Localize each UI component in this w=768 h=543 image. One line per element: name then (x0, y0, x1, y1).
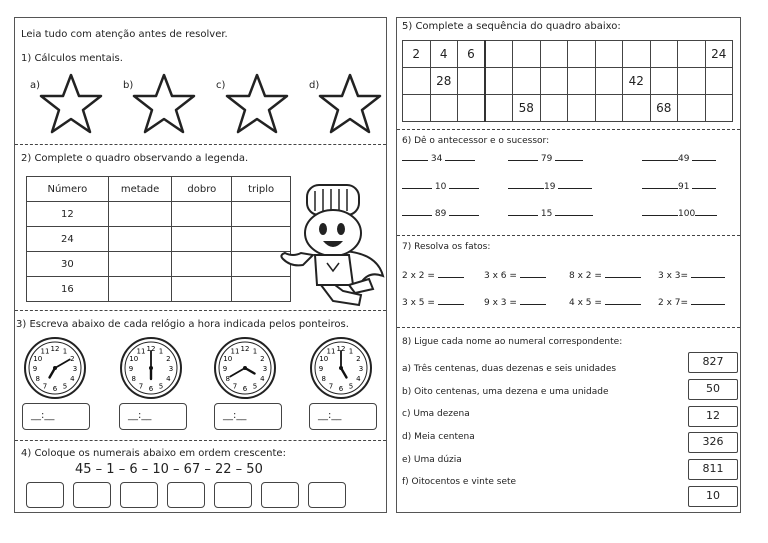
answer-cell[interactable] (172, 202, 232, 227)
fact-item: 3 x 6 = (484, 272, 546, 282)
answer-cell[interactable] (108, 277, 172, 302)
section-divider (15, 310, 386, 311)
sequence-cell[interactable]: 68 (650, 95, 678, 122)
answer-cell[interactable] (172, 252, 232, 277)
section-divider (15, 440, 386, 441)
clock-number: 6 (52, 385, 58, 393)
clock-number: 6 (242, 385, 248, 393)
order-answer-box[interactable] (167, 482, 205, 508)
clock-number: 3 (72, 365, 78, 373)
predecessor-successor-item: 19 (508, 183, 592, 193)
clock-number: 12 (336, 345, 346, 353)
clock-number: 9 (32, 365, 38, 373)
clock-number: 4 (70, 375, 75, 383)
predecessor-successor-item: 10 (402, 183, 479, 193)
time-answer-box[interactable] (309, 403, 377, 430)
sequence-cell[interactable]: 42 (623, 68, 651, 95)
name-item[interactable]: f) Oitocentos e vinte sete (402, 477, 517, 487)
legend-table (26, 176, 291, 302)
row-number: 16 (27, 277, 109, 302)
answer-cell[interactable] (108, 227, 172, 252)
number-sequence: 45 – 1 – 6 – 10 – 67 – 22 – 50 (75, 462, 263, 477)
clock-number: 5 (158, 382, 164, 391)
predecessor-successor-item: 89 (402, 210, 479, 220)
section-divider (397, 327, 740, 328)
predecessor-successor-item: 79 (508, 155, 583, 165)
clock-number: 2 (166, 355, 171, 363)
answer-cell[interactable] (172, 227, 232, 252)
table-row (27, 252, 291, 277)
clock-icon (309, 336, 373, 400)
section-divider (397, 129, 740, 130)
clock-number: 8 (131, 375, 136, 383)
clock-number: 10 (33, 355, 43, 363)
order-answer-box[interactable] (120, 482, 158, 508)
sequence-cell[interactable] (650, 41, 678, 68)
row-number: 12 (27, 202, 109, 227)
clock-number: 12 (146, 345, 156, 353)
answer-cell[interactable] (108, 252, 172, 277)
fact-item: 9 x 3 = (484, 299, 546, 309)
header-triplo: triplo (232, 177, 291, 202)
sequence-cell[interactable] (705, 95, 733, 122)
section-divider (397, 235, 740, 236)
q3-title: 3) Escreva abaixo de cada relógio a hora indicada pelos ponteiros. (16, 319, 349, 330)
sequence-cell[interactable] (403, 68, 431, 95)
answer-cell[interactable] (172, 277, 232, 302)
sequence-cell[interactable] (595, 95, 623, 122)
table-row (27, 277, 291, 302)
sequence-cell[interactable] (568, 95, 596, 122)
sequence-row (403, 41, 733, 68)
fact-item: 8 x 2 = (569, 272, 641, 282)
numeral-box[interactable]: 50 (688, 379, 738, 400)
clock-number: 4 (166, 375, 171, 383)
time-answer-box[interactable] (214, 403, 282, 430)
order-answer-box[interactable] (73, 482, 111, 508)
q1-title: 1) Cálculos mentais. (21, 53, 123, 64)
sequence-cell[interactable]: 2 (403, 41, 431, 68)
star-icon (318, 72, 382, 136)
clock-number: 5 (348, 382, 354, 391)
fact-item: 3 x 5 = (402, 299, 464, 309)
sequence-cell[interactable] (485, 41, 513, 68)
row-number: 30 (27, 252, 109, 277)
predecessor-successor-item: 100 (642, 210, 717, 220)
time-blank: __:__ (318, 410, 342, 421)
sequence-cell[interactable] (540, 95, 568, 122)
sequence-cell[interactable] (678, 68, 706, 95)
q7-title: 7) Resolva os fatos: (402, 242, 491, 252)
clock-number: 9 (222, 365, 228, 373)
predecessor-successor-item: 15 (508, 210, 593, 220)
clock-number: 3 (262, 365, 268, 373)
clock-number: 12 (240, 345, 250, 353)
clock-number: 7 (138, 382, 144, 391)
sequence-cell[interactable] (458, 68, 486, 95)
intro-text: Leia tudo com atenção antes de resolver. (21, 29, 228, 40)
q1-label-a: a) (30, 80, 41, 91)
q5-title: 5) Complete a sequência do quadro abaixo: (402, 21, 621, 32)
sequence-row (403, 68, 733, 95)
numeral-box[interactable]: 12 (688, 406, 738, 427)
order-answer-box[interactable] (308, 482, 346, 508)
clock-number: 11 (230, 347, 240, 356)
table-header-row (27, 177, 291, 202)
numeral-box[interactable]: 326 (688, 432, 738, 453)
table-row (27, 227, 291, 252)
time-blank: __:__ (128, 410, 152, 421)
time-answer-box[interactable] (119, 403, 187, 430)
time-blank: __:__ (223, 410, 247, 421)
sequence-cell[interactable] (595, 68, 623, 95)
sequence-cell[interactable] (403, 95, 431, 122)
clock-number: 11 (326, 347, 336, 356)
time-blank: __:__ (31, 410, 55, 421)
clock-number: 2 (356, 355, 361, 363)
sequence-cell[interactable] (540, 68, 568, 95)
order-answer-box[interactable] (214, 482, 252, 508)
clock-number: 12 (50, 345, 60, 353)
clock-number: 7 (42, 382, 48, 391)
clock-number: 4 (356, 375, 361, 383)
superhero-illustration (273, 181, 385, 311)
predecessor-successor-item: 34 (402, 155, 475, 165)
left-worksheet-panel (14, 17, 387, 513)
clock-number: 11 (136, 347, 146, 356)
sequence-cell[interactable]: 58 (513, 95, 541, 122)
clock-number: 2 (70, 355, 75, 363)
row-number: 24 (27, 227, 109, 252)
sequence-cell[interactable]: 28 (430, 68, 458, 95)
numeral-box[interactable]: 827 (688, 352, 738, 373)
clock-icon (119, 336, 183, 400)
q8-title: 8) Ligue cada nome ao numeral correspondente: (402, 337, 623, 347)
sequence-row (403, 95, 733, 122)
q2-title: 2) Complete o quadro observando a legenda. (21, 153, 249, 164)
order-answer-box[interactable] (261, 482, 299, 508)
sequence-cell[interactable] (678, 41, 706, 68)
sequence-cell[interactable] (568, 41, 596, 68)
star-icon (132, 72, 196, 136)
fact-item: 2 x 7= (658, 299, 725, 309)
numeral-box[interactable]: 10 (688, 486, 738, 507)
name-item[interactable]: c) Uma dezena (402, 409, 470, 419)
header-dobro: dobro (172, 177, 232, 202)
header-metade: metade (108, 177, 172, 202)
sequence-cell[interactable] (623, 95, 651, 122)
sequence-cell[interactable] (705, 68, 733, 95)
sequence-cell[interactable] (678, 95, 706, 122)
clock-number: 6 (338, 385, 344, 393)
clock-number: 10 (129, 355, 139, 363)
clock-number: 7 (232, 382, 238, 391)
sequence-cell[interactable] (650, 68, 678, 95)
sequence-cell[interactable] (595, 41, 623, 68)
star-icon (225, 72, 289, 136)
clock-number: 3 (358, 365, 364, 373)
clock-number: 8 (225, 375, 230, 383)
clock-number: 5 (62, 382, 68, 391)
clock-number: 11 (40, 347, 50, 356)
answer-cell[interactable] (108, 202, 172, 227)
sequence-cell[interactable] (430, 95, 458, 122)
q4-title: 4) Coloque os numerais abaixo em ordem crescente: (21, 448, 286, 459)
q1-label-c: c) (216, 80, 226, 91)
clock-number: 1 (158, 347, 164, 356)
sequence-cell[interactable] (485, 95, 513, 122)
clock-number: 8 (321, 375, 326, 383)
clock-number: 10 (319, 355, 329, 363)
fact-item: 4 x 5 = (569, 299, 641, 309)
table-row (27, 202, 291, 227)
clock-icon (23, 336, 87, 400)
clock-number: 4 (260, 375, 265, 383)
q6-title: 6) Dê o antecessor e o sucessor: (402, 136, 550, 146)
sequence-cell[interactable] (513, 41, 541, 68)
sequence-cell[interactable] (623, 41, 651, 68)
clock-number: 7 (328, 382, 334, 391)
numeral-box[interactable]: 811 (688, 459, 738, 480)
q1-label-d: d) (309, 80, 320, 91)
name-item[interactable]: a) Três centenas, duas dezenas e seis unidades (402, 364, 617, 374)
sequence-cell[interactable] (568, 68, 596, 95)
predecessor-successor-item: 49 (642, 155, 716, 165)
clock-number: 9 (318, 365, 324, 373)
clock-number: 8 (35, 375, 40, 383)
clock-icon (213, 336, 277, 400)
clock-number: 2 (260, 355, 265, 363)
fact-item: 2 x 2 = (402, 272, 464, 282)
clock-number: 9 (128, 365, 134, 373)
clock-number: 3 (168, 365, 174, 373)
sequence-cell[interactable]: 6 (458, 41, 486, 68)
clock-number: 10 (223, 355, 233, 363)
sequence-table (402, 40, 733, 122)
sequence-cell[interactable] (485, 68, 513, 95)
star-icon (39, 72, 103, 136)
sequence-cell[interactable]: 4 (430, 41, 458, 68)
clock-number: 6 (148, 385, 154, 393)
name-item[interactable]: d) Meia centena (402, 432, 475, 442)
name-item[interactable]: b) Oito centenas, uma dezena e uma unidade (402, 387, 609, 397)
header-numero: Número (27, 177, 109, 202)
fact-item: 3 x 3= (658, 272, 725, 282)
clock-number: 5 (252, 382, 258, 391)
sequence-cell[interactable] (540, 41, 568, 68)
sequence-cell[interactable]: 24 (705, 41, 733, 68)
sequence-cell[interactable] (458, 95, 486, 122)
time-answer-box[interactable] (22, 403, 90, 430)
clock-number: 1 (252, 347, 258, 356)
sequence-cell[interactable] (513, 68, 541, 95)
clock-number: 1 (348, 347, 354, 356)
order-answer-box[interactable] (26, 482, 64, 508)
q1-label-b: b) (123, 80, 134, 91)
clock-number: 1 (62, 347, 68, 356)
section-divider (15, 144, 386, 145)
predecessor-successor-item: 91 (642, 183, 716, 193)
name-item[interactable]: e) Uma dúzia (402, 455, 462, 465)
